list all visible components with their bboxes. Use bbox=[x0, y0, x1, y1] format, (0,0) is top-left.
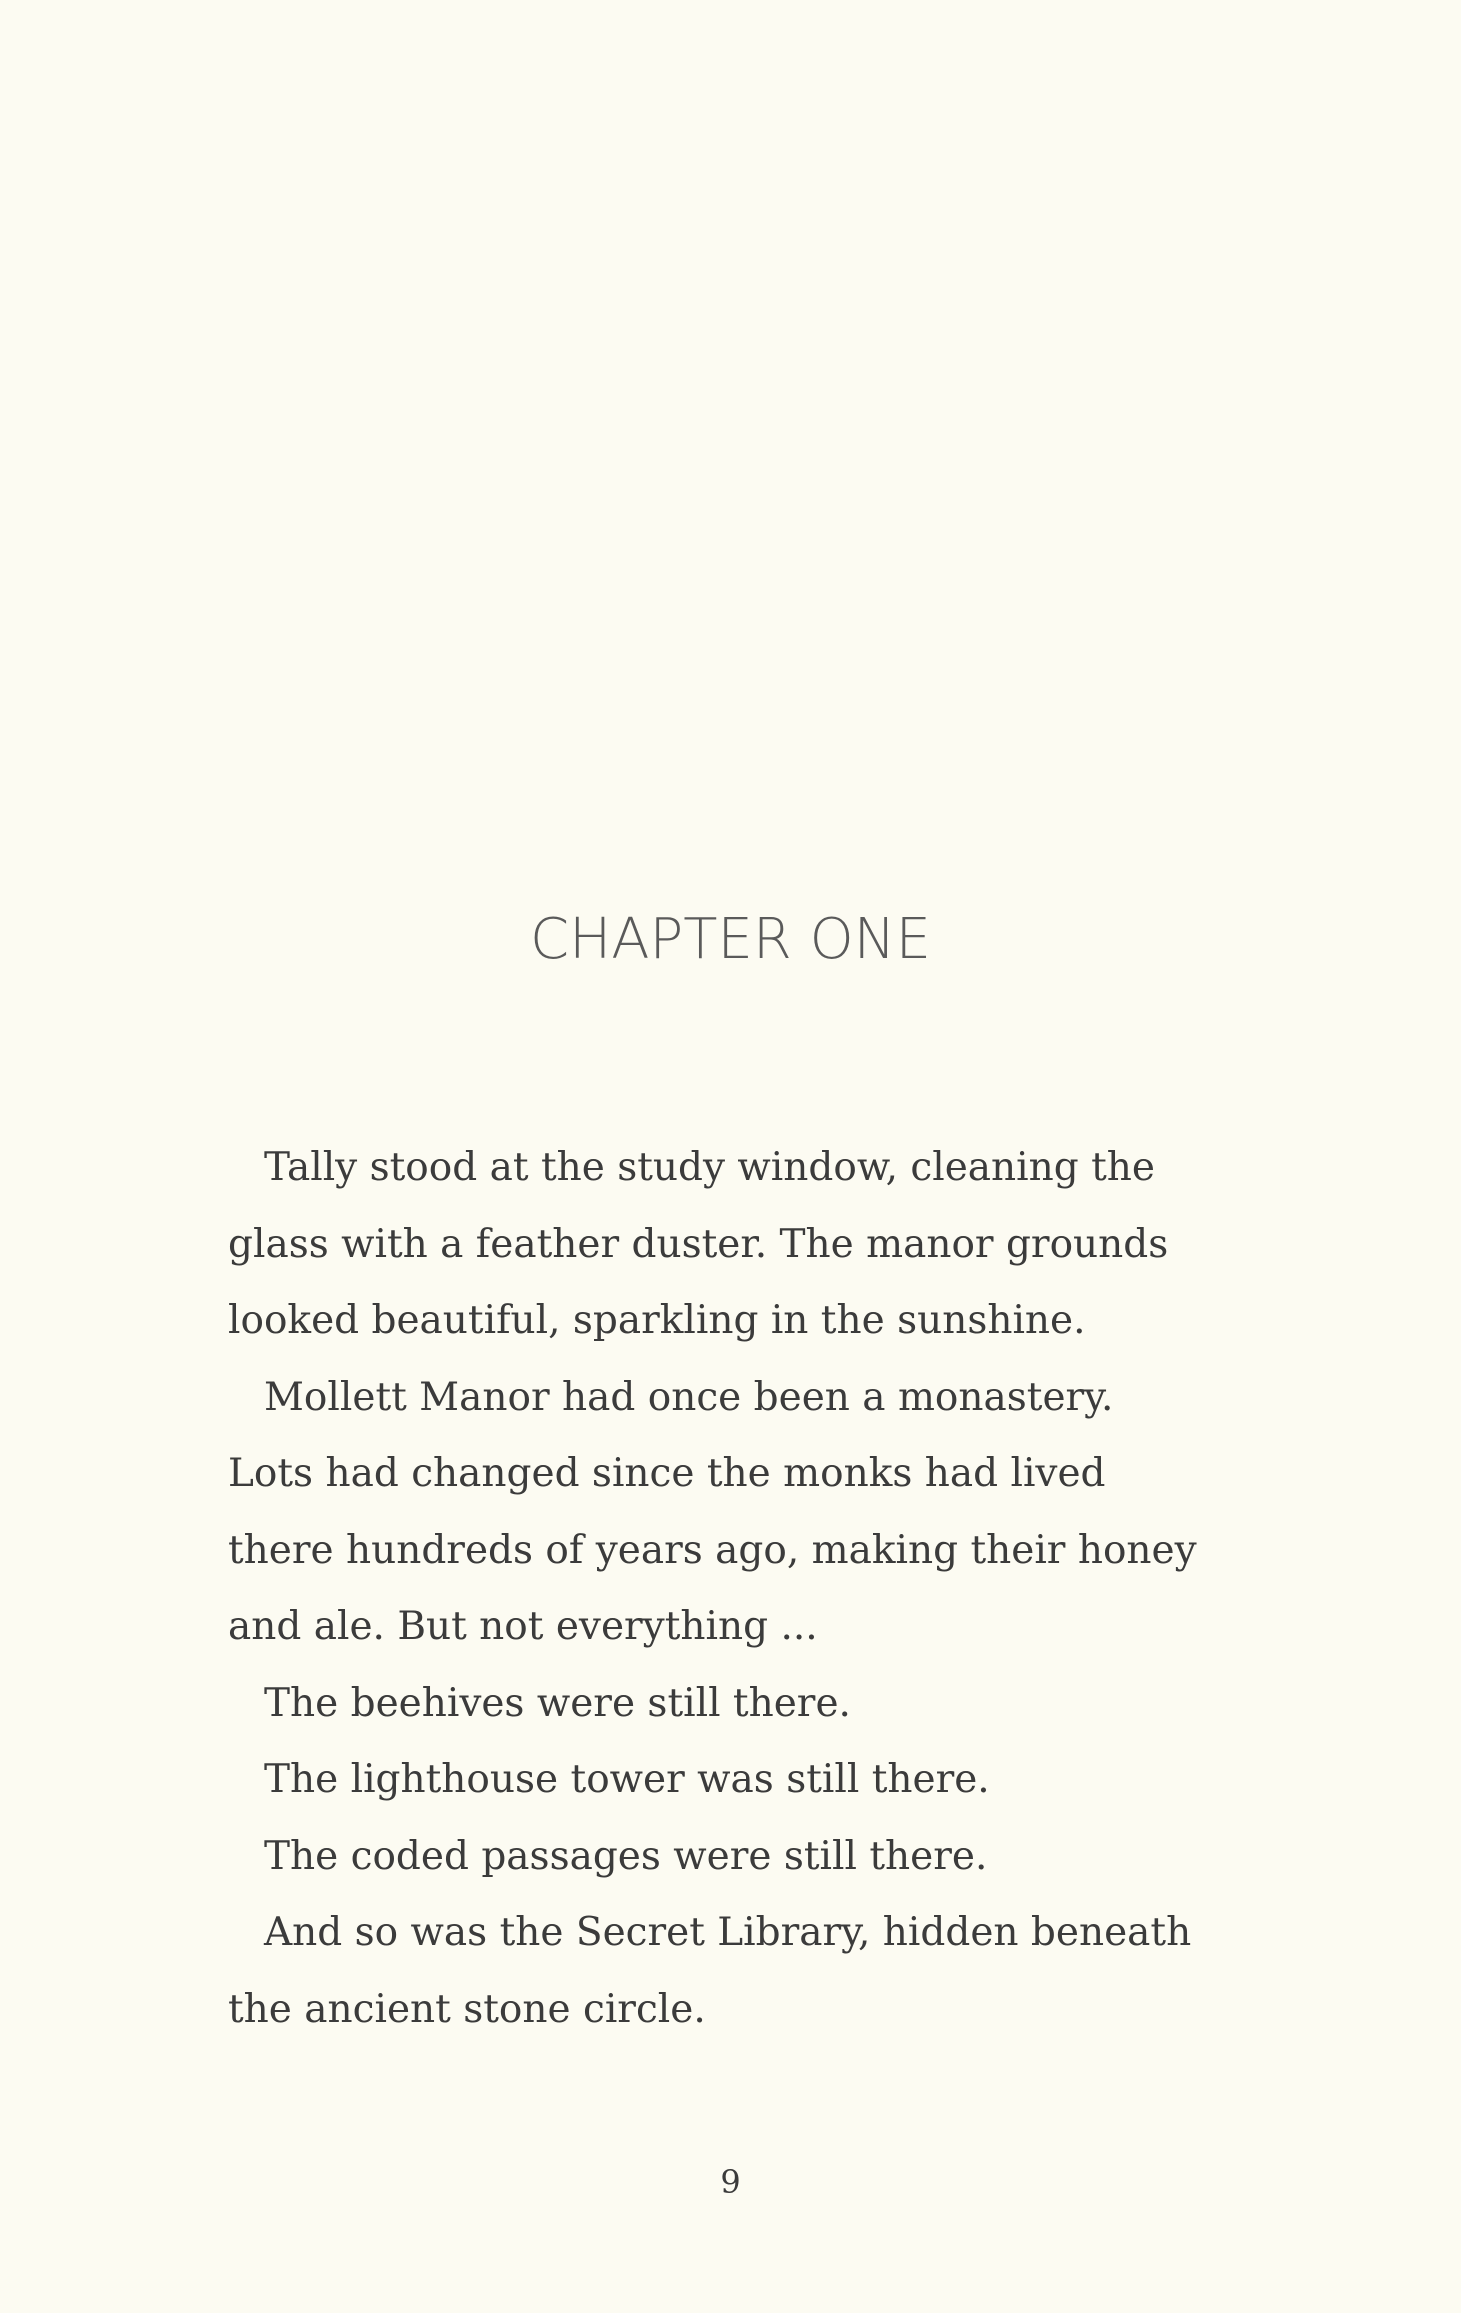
text-line: Lots had changed since the monks had lived bbox=[228, 1451, 1106, 1496]
text-line: And so was the Secret Library, hidden beneath bbox=[264, 1910, 1192, 1955]
text-line: glass with a feather duster. The manor grounds bbox=[228, 1221, 1169, 1267]
text-line: there hundreds of years ago, making their honey bbox=[228, 1527, 1197, 1573]
text-line: The coded passages were still there. bbox=[264, 1833, 988, 1879]
text-line: Mollett Manor had once been a monastery. bbox=[264, 1374, 1114, 1420]
text-line: The lighthouse tower was still there. bbox=[264, 1757, 990, 1802]
text-line: looked beautiful, sparkling in the sunshine. bbox=[228, 1298, 1086, 1343]
text-line: Tally stood at the study window, cleaning the bbox=[264, 1145, 1155, 1190]
text-line: and ale. But not everything ... bbox=[228, 1604, 818, 1649]
text-line: the ancient stone circle. bbox=[228, 1986, 706, 2032]
page-number: 9 bbox=[720, 2163, 741, 2201]
chapter-title: CHAPTER ONE bbox=[530, 907, 931, 972]
chapter-body-text bbox=[228, 1130, 1248, 2048]
text-line: The beehives were still there. bbox=[264, 1680, 851, 1726]
